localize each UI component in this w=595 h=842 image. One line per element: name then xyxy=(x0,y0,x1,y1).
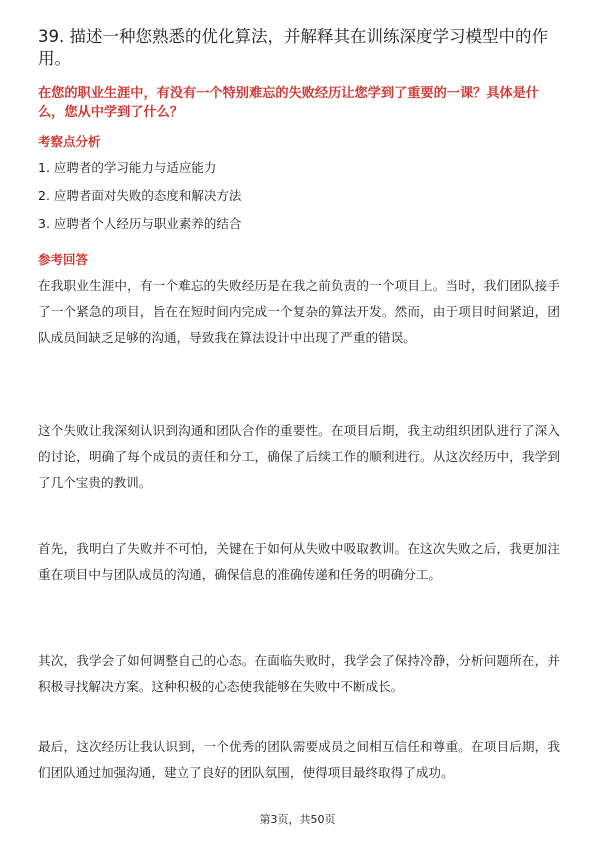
analysis-item: 3. 应聘者个人经历与职业素养的结合 xyxy=(38,216,242,231)
analysis-label: 考察点分析 xyxy=(38,134,101,149)
analysis-item: 2. 应聘者面对失败的态度和解决方法 xyxy=(38,188,242,203)
analysis-item: 1. 应聘者的学习能力与适应能力 xyxy=(38,160,217,175)
answer-paragraph: 在我职业生涯中，有一个难忘的失败经历是在我之前负责的一个项目上。当时，我们团队接手了一个紧急的项目，旨在在短时间内完成一个复杂的算法开发。然而，由于项目时间紧迫，团队成员间缺乏足够的沟通，导致我在算法设计中出现了严重的错误。 xyxy=(38,278,560,345)
answer-label: 参考回答 xyxy=(38,252,89,267)
page-number: 第3页，共50页 xyxy=(259,813,336,826)
question-heading: 39. 描述一种您熟悉的优化算法，并解释其在训练深度学习模型中的作用。 xyxy=(38,27,548,68)
answer-paragraph: 最后，这次经历让我认识到，一个优秀的团队需要成员之间相互信任和尊重。在项目后期，我们团队通过加强沟通，建立了良好的团队氛围，使得项目最终取得了成功。 xyxy=(38,739,560,780)
answer-paragraph: 这个失败让我深刻认识到沟通和团队合作的重要性。在项目后期，我主动组织团队进行了深入的讨论，明确了每个成员的责任和分工，确保了后续工作的顺利进行。从这次经历中，我学到了几个宝贵的教训。 xyxy=(38,423,560,490)
answer-paragraph: 首先，我明白了失败并不可怕，关键在于如何从失败中吸取教训。在这次失败之后，我更加注重在项目中与团队成员的沟通，确保信息的准确传递和任务的明确分工。 xyxy=(38,541,560,582)
answer-paragraph: 其次，我学会了如何调整自己的心态。在面临失败时，我学会了保持冷静，分析问题所在，并积极寻找解决方案。这种积极的心态使我能够在失败中不断成长。 xyxy=(38,653,560,694)
interview-question: 在您的职业生涯中，有没有一个特别难忘的失败经历让您学到了重要的一课？具体是什么，您从中学到了什么？ xyxy=(38,86,540,120)
